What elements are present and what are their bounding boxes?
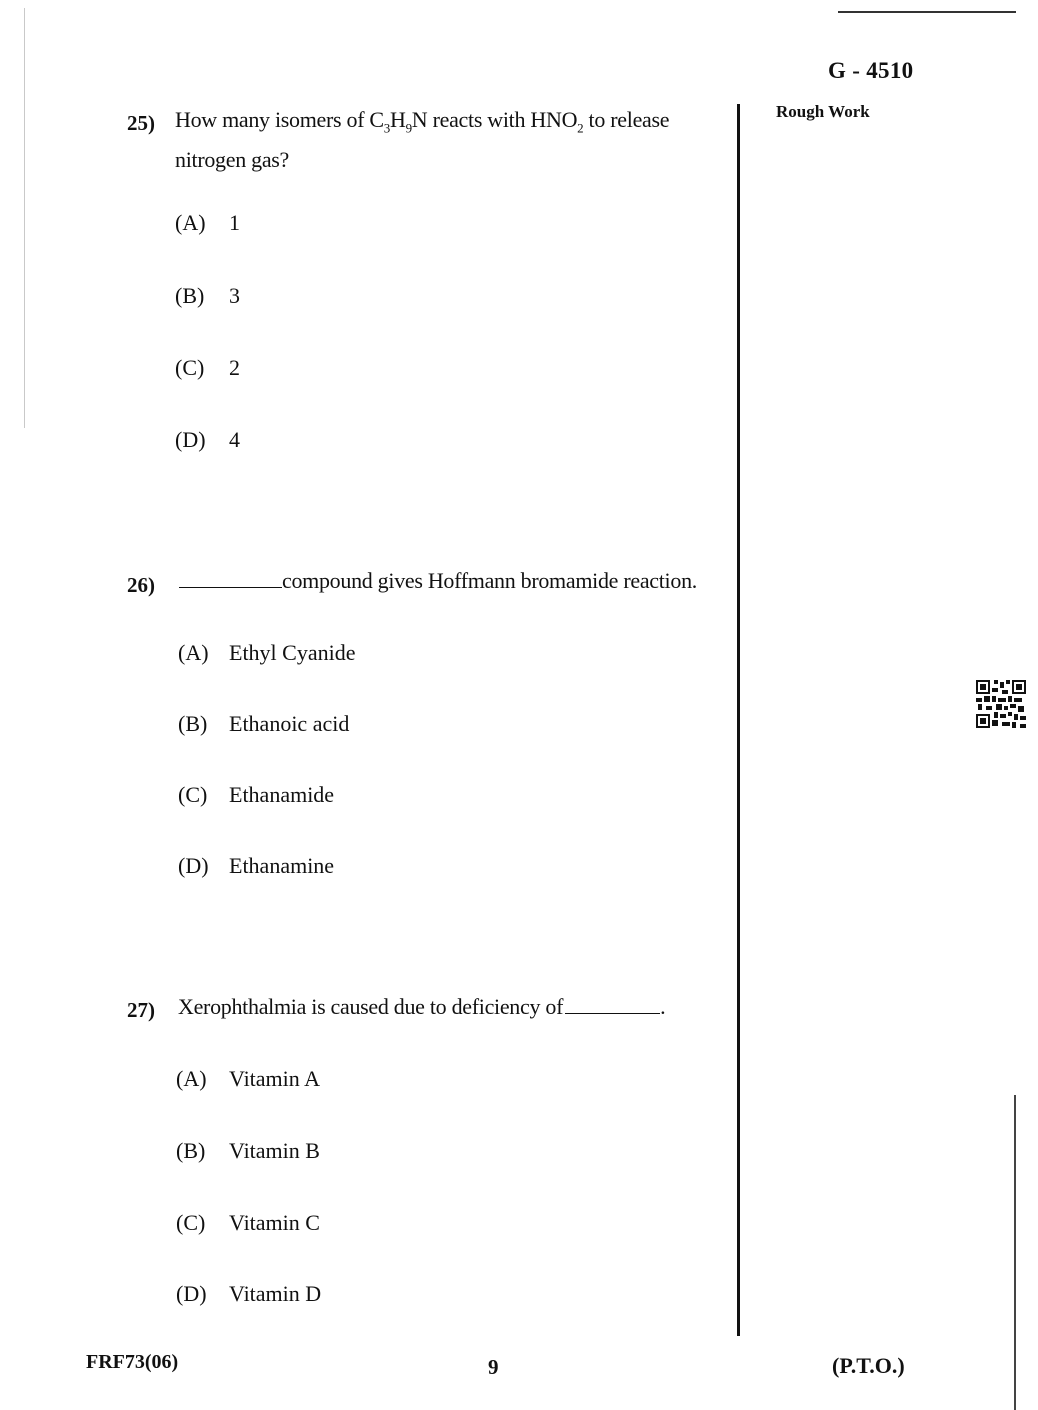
option-text: 3 xyxy=(229,283,240,308)
question-text: How many isomers of $C_3H_9N$ reacts with $HNO_2$ to release nitrogen gas? xyxy=(175,107,670,173)
option-letter: (D) xyxy=(176,1281,207,1306)
page-number: 9 xyxy=(488,1355,499,1379)
option-text: 4 xyxy=(229,427,240,452)
option-d xyxy=(178,853,334,879)
scan-top-line xyxy=(838,11,1016,13)
option-letter: (A) xyxy=(175,210,206,235)
option-b xyxy=(175,283,240,309)
option-d xyxy=(175,427,240,453)
option-letter: (D) xyxy=(175,427,206,452)
option-a xyxy=(178,640,355,666)
option-c xyxy=(178,782,334,808)
pto-label: (P.T.O.) xyxy=(832,1353,905,1378)
option-text: 2 xyxy=(229,355,240,380)
option-text: Ethyl Cyanide xyxy=(229,640,356,665)
option-text: Vitamin C xyxy=(229,1210,320,1235)
option-text: Vitamin B xyxy=(229,1138,320,1163)
option-c xyxy=(176,1210,320,1236)
option-text: Vitamin D xyxy=(229,1281,322,1306)
option-text: Ethanamine xyxy=(229,853,335,878)
scan-edge-line-right xyxy=(1014,1095,1016,1410)
question-text: compound gives Hoffmann bromamide reaction. xyxy=(179,565,735,597)
qr-code-icon xyxy=(976,680,1026,728)
option-d xyxy=(176,1281,321,1307)
column-divider xyxy=(737,104,740,1336)
option-b xyxy=(178,711,349,737)
option-letter: (B) xyxy=(176,1138,206,1163)
option-text: Ethanoic acid xyxy=(229,711,350,736)
option-b xyxy=(176,1138,320,1164)
option-letter: (B) xyxy=(178,711,208,736)
question-text: Xerophthalmia is caused due to deficiency of . xyxy=(178,994,666,1019)
scan-edge-line xyxy=(24,8,25,428)
paper-code: G - 4510 xyxy=(828,58,914,83)
question-number: 25) xyxy=(127,111,155,135)
option-a xyxy=(176,1066,320,1092)
question-number: 26) xyxy=(127,573,155,597)
option-text: 1 xyxy=(229,210,240,235)
answer-blank xyxy=(179,569,282,588)
option-letter: (A) xyxy=(178,640,209,665)
option-letter: (C) xyxy=(176,1210,206,1235)
option-letter: (A) xyxy=(176,1066,207,1091)
option-letter: (C) xyxy=(178,782,208,807)
footer-code: FRF73(06) xyxy=(86,1351,179,1373)
option-letter: (C) xyxy=(175,355,205,380)
answer-blank xyxy=(565,995,660,1014)
option-a xyxy=(175,210,240,236)
option-text: Vitamin A xyxy=(229,1066,320,1091)
rough-work-label: Rough Work xyxy=(776,102,870,121)
option-text: Ethanamide xyxy=(229,782,335,807)
option-letter: (D) xyxy=(178,853,209,878)
option-letter: (B) xyxy=(175,283,205,308)
question-number: 27) xyxy=(127,998,155,1022)
option-c xyxy=(175,355,240,381)
